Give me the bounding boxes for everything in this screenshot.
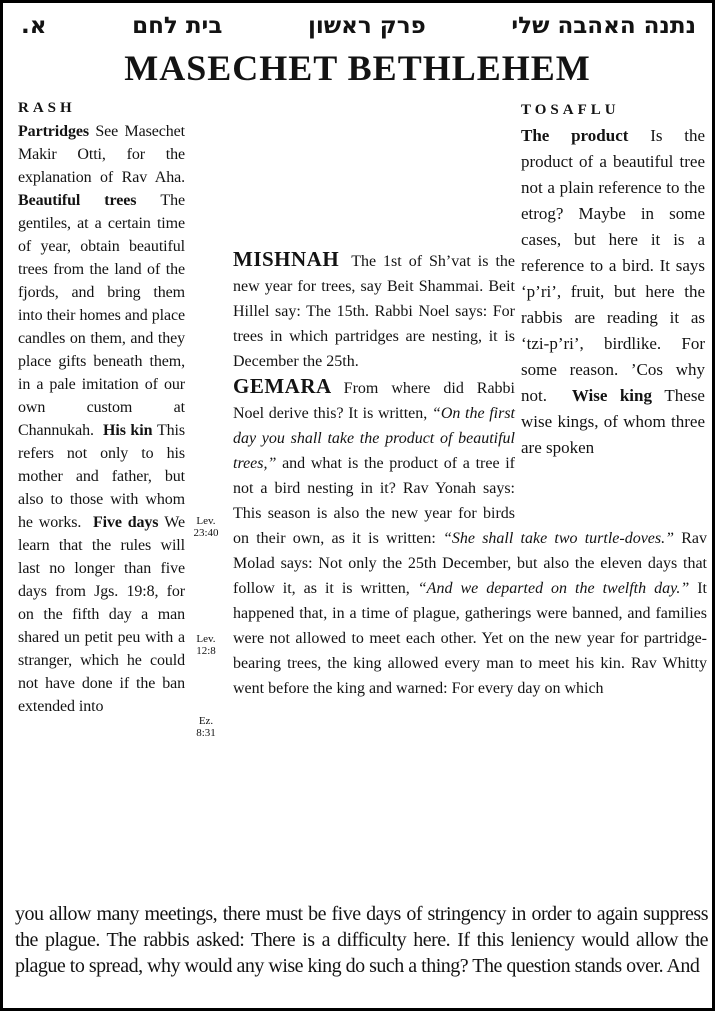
center-column-notch [515,247,707,522]
margin-ref-book: Lev. [196,515,216,527]
margin-ref-book: Ez. [198,715,214,727]
bottom-continuation [15,901,708,979]
tosaflu-heading: TOSAFLU [521,102,620,118]
tractate-name-hebrew: בית לחם [132,13,223,39]
margin-ref-book: Lev. [196,633,216,645]
gemara-text: GEMARA From where did Rabbi Noel derive this? It is written, “On the first day you shall take the product of beautiful trees,” and what is the product of a tree if not a bird nesting in it? Rav Yonah says: This season is also the new year for birds on their own, as it is written: “She shall take two turtle-doves.” Rav Molad says: Not only the 25th December, but also the eleven days that follow it, as it is written, “And we departed on the twelfth day.” It happened that, in a time of plague, gatherings were banned, and families were not allowed to meet each other. Yet on the new year for partridge-bearing trees, the king allowed every man to meet his kin. Rav Whitty went before the king and warned: For every day on which [233,374,707,697]
hebrew-running-head [21,13,696,39]
chapter-number-hebrew: פרק ראשון [307,13,426,39]
scripture-margin-ref [185,515,227,539]
tosaflu-text: The product Is the product of a beautiful tree not a plain reference to the etrog? Maybe in some cases, but here it is a reference to a bird. It says ‘p’ri’, fruit, but here the rabbis are reading it as ‘tzi-p’ri’, birdlike. For some reason. ’Cos why not. Wise king These wise kings, of whom three are spoken [521,126,705,457]
margin-ref-verse: 8:31 [196,727,216,739]
margin-ref-verse: 23:40 [193,527,219,539]
mishnah-text: MISHNAH The 1st of Sh’vat is the new year for trees, say Beit Shammai. Beit Hillel say: The 15th. Rabbi Noel says: For trees in which partridges are nesting, it is December the 25th. [233,247,515,370]
rash-heading: RASH [18,100,76,116]
page-title: MASECHET BETHLEHEM [124,48,591,88]
chapter-name-hebrew: נתנה האהבה שלי [511,13,696,39]
scripture-margin-ref [185,715,227,739]
bottom-text: you allow many meetings, there must be five days of stringency in order to again suppress the plague. The rabbis asked: There is a difficulty here. If this leniency would allow the plague to spread, why would any wise king do such a thing? The question stands over. And [15,903,708,977]
scripture-margin-ref [185,633,227,657]
rash-text: Partridges See Masechet Makir Otti, for the explanation of Rav Aha. Beautiful trees The gentiles, at a certain time of year, obtain beautiful trees from the land of the fjords, and bring them into their homes and place candles on them, and they place gifts beneath them, in a pale imitation of our own custom at Channukah. His kin This refers not only to his mother and father, but also to those with whom he works. Five days We learn that the rules will last no longer than five days from Jgs. 19:8, for on the fifth day a man shared un petit peu with a stranger, which he could not have done if the ban extended into [18,123,185,715]
rash-commentary-column [18,97,243,889]
margin-ref-verse: 12:8 [196,645,216,657]
page-letter: א. [21,13,47,39]
main-text-column [233,247,707,907]
